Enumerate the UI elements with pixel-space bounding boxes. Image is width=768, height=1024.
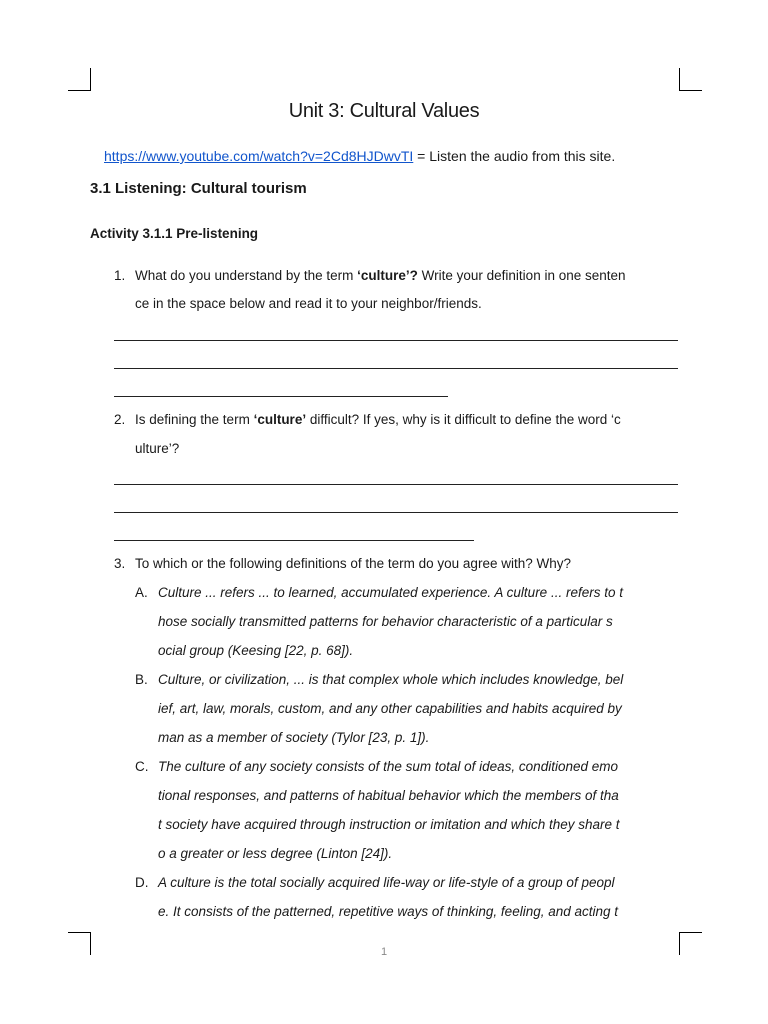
option-b-line: ief, art, law, morals, custom, and any other capabilities and habits acquired by: [158, 701, 622, 716]
question-3-number: 3.: [114, 556, 126, 571]
question-1-line-2: ce in the space below and read it to your neighbor/friends.: [135, 296, 482, 311]
page-title: Unit 3: Cultural Values: [288, 100, 480, 122]
option-d-line: A culture is the total socially acquired life-way or life-style of a group of peopl: [158, 875, 615, 890]
crop-mark-top-right: [679, 68, 702, 91]
answer-line[interactable]: [114, 340, 678, 341]
question-3-line-1: To which or the following definitions of the term do you agree with? Why?: [135, 556, 571, 571]
section-heading: 3.1 Listening: Cultural tourism: [90, 180, 307, 197]
audio-link-line: [104, 148, 615, 164]
answer-line[interactable]: [114, 540, 474, 541]
option-c-line: The culture of any society consists of the sum total of ideas, conditioned emo: [158, 759, 618, 774]
option-c-line: o a greater or less degree (Linton [24]).: [158, 846, 393, 861]
question-2-line-2: ulture’?: [135, 441, 180, 456]
option-c-letter: C.: [135, 759, 149, 774]
option-a-letter: A.: [135, 585, 148, 600]
option-c-line: tional responses, and patterns of habitual behavior which the members of tha: [158, 788, 619, 803]
answer-line[interactable]: [114, 396, 448, 397]
activity-heading: Activity 3.1.1 Pre-listening: [90, 226, 259, 241]
option-c-line: t society have acquired through instruction or imitation and which they share t: [158, 817, 620, 832]
option-b-letter: B.: [135, 672, 148, 687]
link-suffix: = Listen the audio from this site.: [413, 148, 616, 164]
option-a-line: hose socially transmitted patterns for behavior characteristic of a particular s: [158, 614, 613, 629]
question-2-term: ‘culture’: [253, 412, 307, 427]
option-b-line: Culture, or civilization, ... is that complex whole which includes knowledge, bel: [158, 672, 624, 687]
option-a-line: ocial group (Keesing [22, p. 68]).: [158, 643, 354, 658]
question-2-line-1: [135, 412, 621, 427]
question-2-text-start: Is defining the term: [135, 412, 254, 427]
question-1-term: ‘culture’?: [357, 268, 418, 283]
answer-line[interactable]: [114, 512, 678, 513]
answer-line[interactable]: [114, 368, 678, 369]
question-1-text-start: What do you understand by the term: [135, 268, 358, 283]
crop-mark-top-left: [68, 68, 91, 91]
youtube-link[interactable]: https://www.youtube.com/watch?v=2Cd8HJDwvTI: [104, 148, 414, 164]
option-b-line: man as a member of society (Tylor [23, p. 1]).: [158, 730, 430, 745]
option-d-line: e. It consists of the patterned, repetitive ways of thinking, feeling, and acting t: [158, 904, 619, 919]
question-2-number: 2.: [114, 412, 126, 427]
option-a-line: Culture ... refers ... to learned, accumulated experience. A culture ... refers to t: [158, 585, 623, 600]
page-number: 1: [380, 946, 388, 958]
question-1-number: 1.: [114, 268, 126, 283]
question-2-text-end: difficult? If yes, why is it difficult to define the word ‘c: [306, 412, 621, 427]
question-1-line-1: [135, 268, 626, 283]
question-1-text-end: Write your definition in one senten: [417, 268, 626, 283]
answer-line[interactable]: [114, 484, 678, 485]
option-d-letter: D.: [135, 875, 149, 890]
